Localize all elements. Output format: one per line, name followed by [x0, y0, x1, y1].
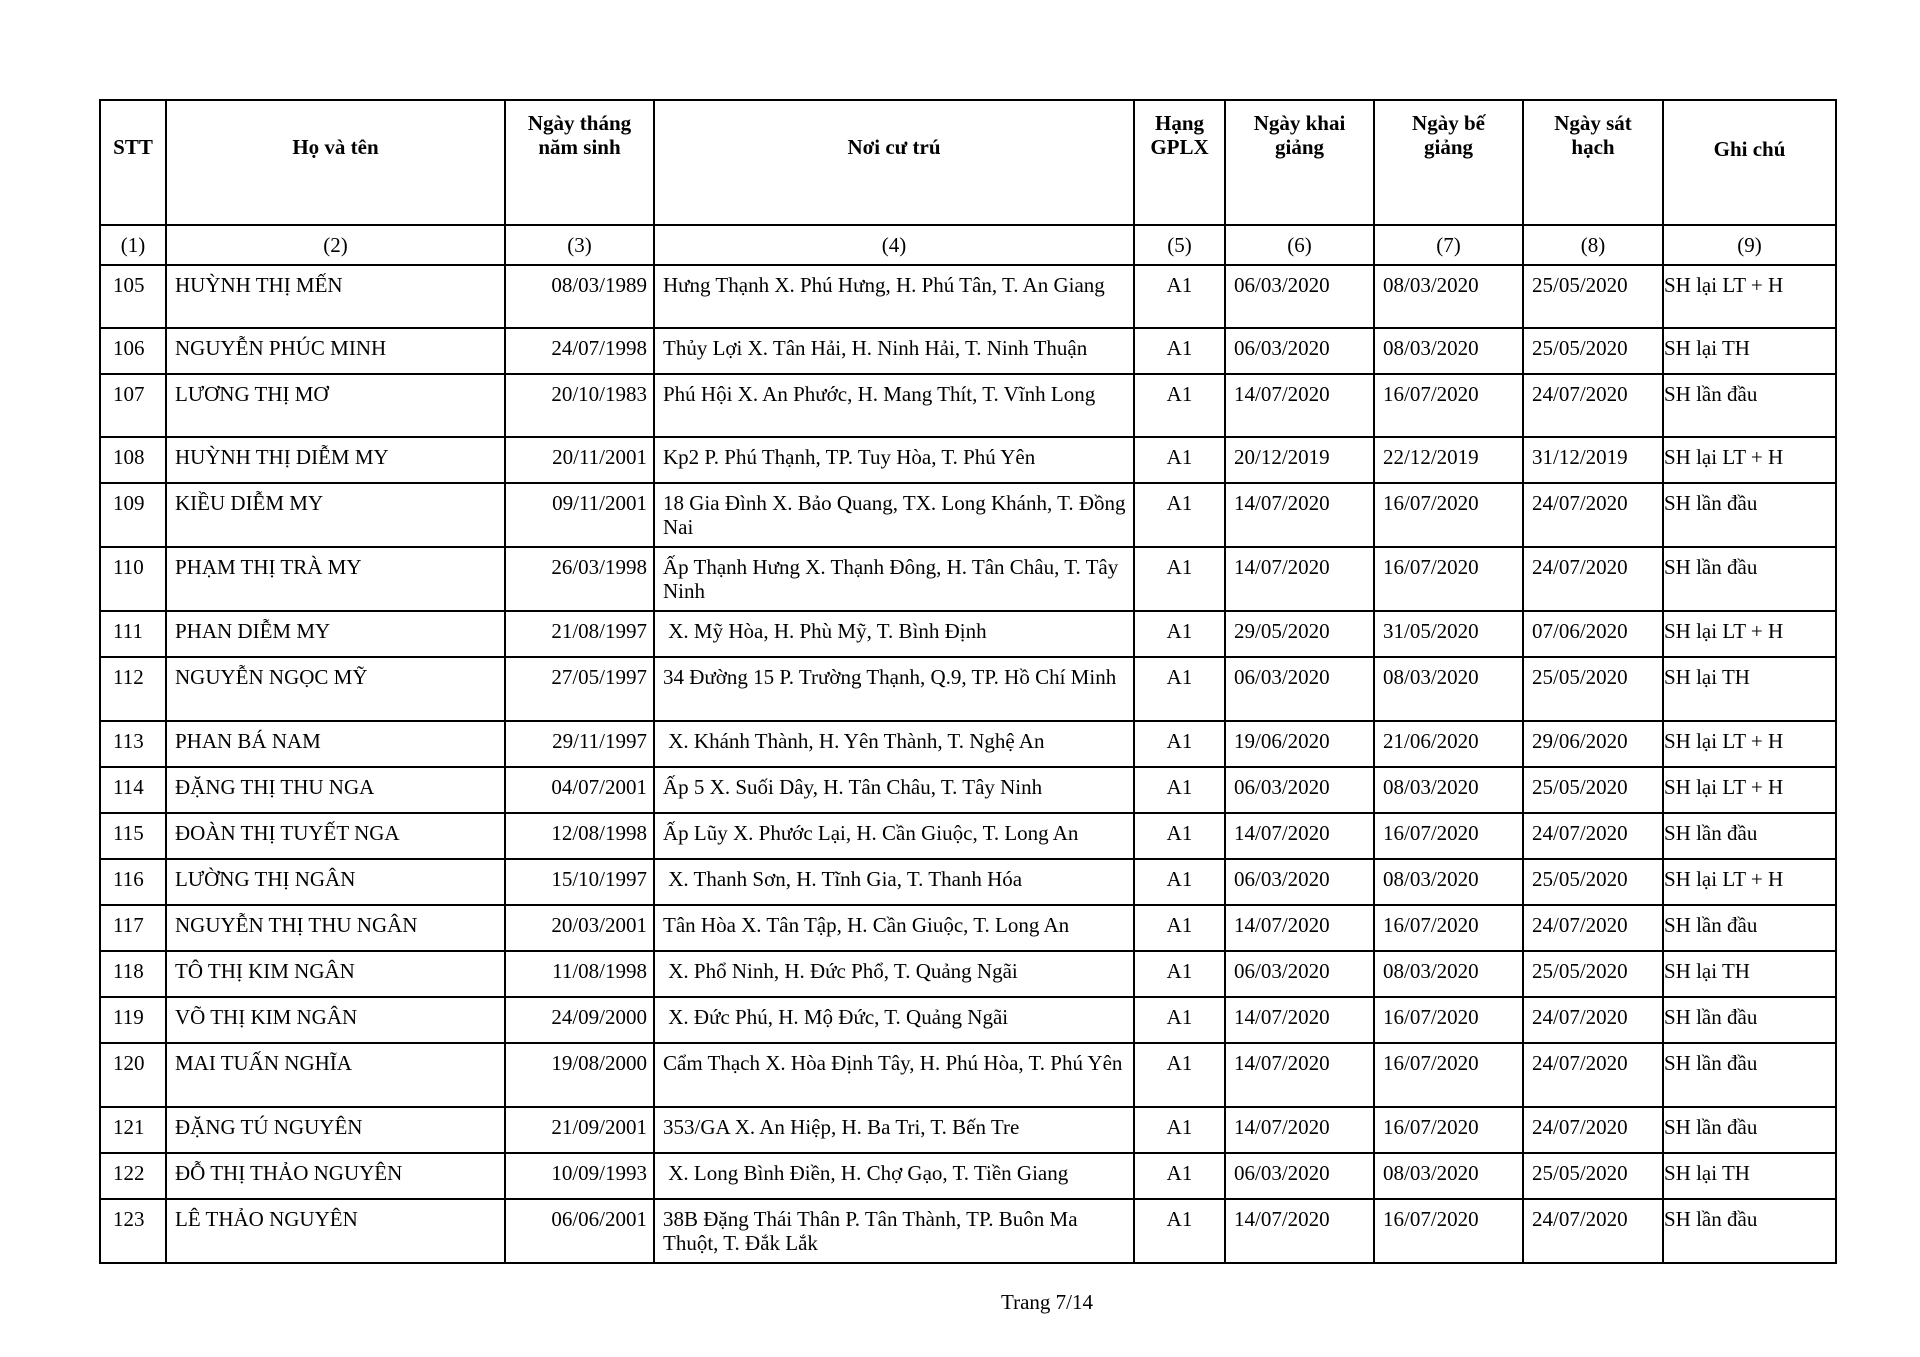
cell-name: ĐỖ THỊ THẢO NGUYÊN	[166, 1153, 505, 1199]
cell-address: X. Khánh Thành, H. Yên Thành, T. Nghệ An	[654, 721, 1134, 767]
cell-license-class: A1	[1134, 374, 1225, 437]
cell-license-class: A1	[1134, 265, 1225, 328]
cell-note: SH lại TH	[1663, 1153, 1836, 1199]
cell-start-date: 14/07/2020	[1225, 1199, 1374, 1263]
cell-exam-date: 25/05/2020	[1523, 951, 1663, 997]
cell-name: VÕ THỊ KIM NGÂN	[166, 997, 505, 1043]
cell-start-date: 06/03/2020	[1225, 859, 1374, 905]
cell-name: PHẠM THỊ TRÀ MY	[166, 547, 505, 611]
cell-stt: 109	[100, 483, 166, 547]
cell-license-class: A1	[1134, 721, 1225, 767]
cell-license-class: A1	[1134, 1153, 1225, 1199]
header-name: Họ và tên	[166, 100, 505, 225]
cell-exam-date: 25/05/2020	[1523, 328, 1663, 374]
header-dob: Ngày tháng năm sinh	[505, 100, 654, 225]
cell-name: MAI TUẤN NGHĨA	[166, 1043, 505, 1107]
cell-note: SH lại TH	[1663, 657, 1836, 721]
cell-name: LƯƠNG THỊ MƠ	[166, 374, 505, 437]
cell-stt: 114	[100, 767, 166, 813]
cell-end-date: 16/07/2020	[1374, 813, 1523, 859]
cell-end-date: 08/03/2020	[1374, 951, 1523, 997]
cell-dob: 20/10/1983	[505, 374, 654, 437]
page-number: Trang 7/14	[1001, 1290, 1093, 1314]
cell-dob: 12/08/1998	[505, 813, 654, 859]
cell-stt: 111	[100, 611, 166, 657]
cell-address: Kp2 P. Phú Thạnh, TP. Tuy Hòa, T. Phú Yên	[654, 437, 1134, 483]
cell-name: ĐẶNG THỊ THU NGA	[166, 767, 505, 813]
table-row	[100, 483, 1836, 547]
cell-dob: 19/08/2000	[505, 1043, 654, 1107]
table-row	[100, 1199, 1836, 1263]
cell-license-class: A1	[1134, 483, 1225, 547]
cell-stt: 110	[100, 547, 166, 611]
cell-start-date: 19/06/2020	[1225, 721, 1374, 767]
cell-dob: 20/11/2001	[505, 437, 654, 483]
cell-note: SH lại LT + H	[1663, 767, 1836, 813]
cell-end-date: 22/12/2019	[1374, 437, 1523, 483]
cell-start-date: 14/07/2020	[1225, 547, 1374, 611]
cell-stt: 117	[100, 905, 166, 951]
cell-name: TÔ THỊ KIM NGÂN	[166, 951, 505, 997]
cell-dob: 24/07/1998	[505, 328, 654, 374]
table-row	[100, 721, 1836, 767]
cell-end-date: 16/07/2020	[1374, 997, 1523, 1043]
table-row	[100, 905, 1836, 951]
cell-address: Tân Hòa X. Tân Tập, H. Cần Giuộc, T. Long An	[654, 905, 1134, 951]
cell-name: LƯỜNG THỊ NGÂN	[166, 859, 505, 905]
cell-start-date: 14/07/2020	[1225, 997, 1374, 1043]
cell-end-date: 16/07/2020	[1374, 483, 1523, 547]
cell-dob: 15/10/1997	[505, 859, 654, 905]
table-row	[100, 859, 1836, 905]
cell-address: 18 Gia Đình X. Bảo Quang, TX. Long Khánh, T. Đồng Nai	[654, 483, 1134, 547]
cell-note: SH lại TH	[1663, 328, 1836, 374]
cell-end-date: 31/05/2020	[1374, 611, 1523, 657]
cell-name: KIỀU DIỄM MY	[166, 483, 505, 547]
cell-exam-date: 24/07/2020	[1523, 905, 1663, 951]
cell-name: LÊ THẢO NGUYÊN	[166, 1199, 505, 1263]
cell-license-class: A1	[1134, 767, 1225, 813]
cell-name: ĐOÀN THỊ TUYẾT NGA	[166, 813, 505, 859]
cell-exam-date: 29/06/2020	[1523, 721, 1663, 767]
header-address: Nơi cư trú	[654, 100, 1134, 225]
cell-start-date: 14/07/2020	[1225, 374, 1374, 437]
cell-exam-date: 07/06/2020	[1523, 611, 1663, 657]
cell-address: Ấp Lũy X. Phước Lại, H. Cần Giuộc, T. Long An	[654, 813, 1134, 859]
cell-start-date: 14/07/2020	[1225, 483, 1374, 547]
cell-name: HUỲNH THỊ DIỄM MY	[166, 437, 505, 483]
header-number: (4)	[654, 225, 1134, 265]
cell-end-date: 21/06/2020	[1374, 721, 1523, 767]
cell-dob: 20/03/2001	[505, 905, 654, 951]
cell-note: SH lần đầu	[1663, 1043, 1836, 1107]
cell-license-class: A1	[1134, 813, 1225, 859]
cell-start-date: 06/03/2020	[1225, 657, 1374, 721]
cell-address: 38B Đặng Thái Thân P. Tân Thành, TP. Buôn Ma Thuột, T. Đắk Lắk	[654, 1199, 1134, 1263]
cell-license-class: A1	[1134, 328, 1225, 374]
cell-address: Ấp 5 X. Suối Dây, H. Tân Châu, T. Tây Ninh	[654, 767, 1134, 813]
cell-address: Cẩm Thạch X. Hòa Định Tây, H. Phú Hòa, T. Phú Yên	[654, 1043, 1134, 1107]
header-number: (3)	[505, 225, 654, 265]
cell-exam-date: 24/07/2020	[1523, 813, 1663, 859]
header-license-class: Hạng GPLX	[1134, 100, 1225, 225]
cell-license-class: A1	[1134, 859, 1225, 905]
cell-license-class: A1	[1134, 1107, 1225, 1153]
cell-license-class: A1	[1134, 951, 1225, 997]
cell-dob: 06/06/2001	[505, 1199, 654, 1263]
cell-note: SH lại TH	[1663, 951, 1836, 997]
cell-license-class: A1	[1134, 905, 1225, 951]
table-row	[100, 611, 1836, 657]
cell-address: X. Thanh Sơn, H. Tĩnh Gia, T. Thanh Hóa	[654, 859, 1134, 905]
cell-note: SH lần đầu	[1663, 483, 1836, 547]
cell-end-date: 16/07/2020	[1374, 1043, 1523, 1107]
header-exam-date: Ngày sát hạch	[1523, 100, 1663, 225]
cell-address: Hưng Thạnh X. Phú Hưng, H. Phú Tân, T. An Giang	[654, 265, 1134, 328]
header-stt: STT	[100, 100, 166, 225]
student-table	[99, 99, 1837, 1264]
cell-end-date: 16/07/2020	[1374, 1107, 1523, 1153]
cell-dob: 04/07/2001	[505, 767, 654, 813]
table-row	[100, 1107, 1836, 1153]
cell-address: Ấp Thạnh Hưng X. Thạnh Đông, H. Tân Châu, T. Tây Ninh	[654, 547, 1134, 611]
cell-exam-date: 24/07/2020	[1523, 1043, 1663, 1107]
cell-exam-date: 24/07/2020	[1523, 374, 1663, 437]
table-body	[100, 265, 1836, 1263]
cell-end-date: 08/03/2020	[1374, 265, 1523, 328]
cell-start-date: 06/03/2020	[1225, 951, 1374, 997]
header-end-date: Ngày bế giảng	[1374, 100, 1523, 225]
table-row	[100, 767, 1836, 813]
cell-exam-date: 25/05/2020	[1523, 1153, 1663, 1199]
cell-address: X. Long Bình Điền, H. Chợ Gạo, T. Tiền Giang	[654, 1153, 1134, 1199]
cell-license-class: A1	[1134, 997, 1225, 1043]
cell-stt: 121	[100, 1107, 166, 1153]
cell-dob: 09/11/2001	[505, 483, 654, 547]
table-row	[100, 997, 1836, 1043]
cell-dob: 10/09/1993	[505, 1153, 654, 1199]
cell-license-class: A1	[1134, 1199, 1225, 1263]
header-note: Ghi chú	[1663, 100, 1836, 225]
cell-note: SH lại LT + H	[1663, 721, 1836, 767]
cell-stt: 120	[100, 1043, 166, 1107]
cell-start-date: 14/07/2020	[1225, 905, 1374, 951]
cell-stt: 108	[100, 437, 166, 483]
cell-end-date: 08/03/2020	[1374, 328, 1523, 374]
cell-dob: 29/11/1997	[505, 721, 654, 767]
cell-end-date: 16/07/2020	[1374, 905, 1523, 951]
cell-dob: 24/09/2000	[505, 997, 654, 1043]
cell-start-date: 06/03/2020	[1225, 767, 1374, 813]
cell-dob: 11/08/1998	[505, 951, 654, 997]
cell-note: SH lại LT + H	[1663, 265, 1836, 328]
header-number: (1)	[100, 225, 166, 265]
cell-note: SH lần đầu	[1663, 997, 1836, 1043]
cell-exam-date: 25/05/2020	[1523, 657, 1663, 721]
table-row	[100, 951, 1836, 997]
cell-address: Phú Hội X. An Phước, H. Mang Thít, T. Vĩnh Long	[654, 374, 1134, 437]
cell-stt: 122	[100, 1153, 166, 1199]
cell-end-date: 08/03/2020	[1374, 859, 1523, 905]
cell-start-date: 14/07/2020	[1225, 1107, 1374, 1153]
header-number: (5)	[1134, 225, 1225, 265]
cell-license-class: A1	[1134, 611, 1225, 657]
cell-license-class: A1	[1134, 1043, 1225, 1107]
cell-exam-date: 31/12/2019	[1523, 437, 1663, 483]
cell-address: Thủy Lợi X. Tân Hải, H. Ninh Hải, T. Ninh Thuận	[654, 328, 1134, 374]
cell-stt: 105	[100, 265, 166, 328]
cell-exam-date: 24/07/2020	[1523, 997, 1663, 1043]
cell-address: X. Phổ Ninh, H. Đức Phổ, T. Quảng Ngãi	[654, 951, 1134, 997]
cell-name: PHAN DIỄM MY	[166, 611, 505, 657]
table-row	[100, 328, 1836, 374]
cell-stt: 123	[100, 1199, 166, 1263]
cell-exam-date: 24/07/2020	[1523, 483, 1663, 547]
cell-address: X. Mỹ Hòa, H. Phù Mỹ, T. Bình Định	[654, 611, 1134, 657]
cell-start-date: 29/05/2020	[1225, 611, 1374, 657]
cell-exam-date: 25/05/2020	[1523, 767, 1663, 813]
cell-name: NGUYỄN THỊ THU NGÂN	[166, 905, 505, 951]
cell-name: ĐẶNG TÚ NGUYÊN	[166, 1107, 505, 1153]
header-number-row	[100, 225, 1836, 265]
cell-address: 34 Đường 15 P. Trường Thạnh, Q.9, TP. Hồ Chí Minh	[654, 657, 1134, 721]
cell-address: X. Đức Phú, H. Mộ Đức, T. Quảng Ngãi	[654, 997, 1134, 1043]
header-number: (8)	[1523, 225, 1663, 265]
cell-dob: 21/09/2001	[505, 1107, 654, 1153]
cell-dob: 27/05/1997	[505, 657, 654, 721]
table-header	[100, 100, 1836, 265]
cell-note: SH lần đầu	[1663, 1199, 1836, 1263]
cell-end-date: 08/03/2020	[1374, 767, 1523, 813]
cell-exam-date: 24/07/2020	[1523, 1199, 1663, 1263]
cell-name: HUỲNH THỊ MẾN	[166, 265, 505, 328]
cell-end-date: 08/03/2020	[1374, 1153, 1523, 1199]
table-row	[100, 657, 1836, 721]
cell-license-class: A1	[1134, 657, 1225, 721]
cell-stt: 106	[100, 328, 166, 374]
cell-stt: 118	[100, 951, 166, 997]
cell-start-date: 20/12/2019	[1225, 437, 1374, 483]
cell-name: PHAN BÁ NAM	[166, 721, 505, 767]
cell-address: 353/GA X. An Hiệp, H. Ba Tri, T. Bến Tre	[654, 1107, 1134, 1153]
cell-stt: 116	[100, 859, 166, 905]
cell-end-date: 16/07/2020	[1374, 374, 1523, 437]
header-row	[100, 100, 1836, 225]
cell-name: NGUYỄN NGỌC MỸ	[166, 657, 505, 721]
cell-exam-date: 24/07/2020	[1523, 547, 1663, 611]
cell-start-date: 06/03/2020	[1225, 1153, 1374, 1199]
header-number: (9)	[1663, 225, 1836, 265]
cell-dob: 08/03/1989	[505, 265, 654, 328]
cell-note: SH lần đầu	[1663, 905, 1836, 951]
cell-license-class: A1	[1134, 547, 1225, 611]
cell-end-date: 16/07/2020	[1374, 547, 1523, 611]
cell-stt: 107	[100, 374, 166, 437]
cell-note: SH lần đầu	[1663, 374, 1836, 437]
table-row	[100, 1153, 1836, 1199]
header-number: (7)	[1374, 225, 1523, 265]
cell-start-date: 06/03/2020	[1225, 328, 1374, 374]
cell-exam-date: 25/05/2020	[1523, 859, 1663, 905]
cell-stt: 113	[100, 721, 166, 767]
cell-start-date: 14/07/2020	[1225, 813, 1374, 859]
cell-note: SH lại LT + H	[1663, 611, 1836, 657]
cell-stt: 112	[100, 657, 166, 721]
cell-end-date: 08/03/2020	[1374, 657, 1523, 721]
cell-note: SH lại LT + H	[1663, 437, 1836, 483]
cell-exam-date: 24/07/2020	[1523, 1107, 1663, 1153]
cell-name: NGUYỄN PHÚC MINH	[166, 328, 505, 374]
table-row	[100, 374, 1836, 437]
table-row	[100, 437, 1836, 483]
cell-note: SH lần đầu	[1663, 1107, 1836, 1153]
cell-note: SH lần đầu	[1663, 547, 1836, 611]
cell-exam-date: 25/05/2020	[1523, 265, 1663, 328]
cell-end-date: 16/07/2020	[1374, 1199, 1523, 1263]
cell-stt: 119	[100, 997, 166, 1043]
cell-note: SH lần đầu	[1663, 813, 1836, 859]
cell-start-date: 06/03/2020	[1225, 265, 1374, 328]
header-start-date: Ngày khai giảng	[1225, 100, 1374, 225]
header-number: (6)	[1225, 225, 1374, 265]
cell-start-date: 14/07/2020	[1225, 1043, 1374, 1107]
cell-stt: 115	[100, 813, 166, 859]
table-row	[100, 265, 1836, 328]
cell-dob: 26/03/1998	[505, 547, 654, 611]
table-row	[100, 813, 1836, 859]
table-row	[100, 547, 1836, 611]
cell-license-class: A1	[1134, 437, 1225, 483]
cell-dob: 21/08/1997	[505, 611, 654, 657]
cell-note: SH lại LT + H	[1663, 859, 1836, 905]
table-row	[100, 1043, 1836, 1107]
header-number: (2)	[166, 225, 505, 265]
